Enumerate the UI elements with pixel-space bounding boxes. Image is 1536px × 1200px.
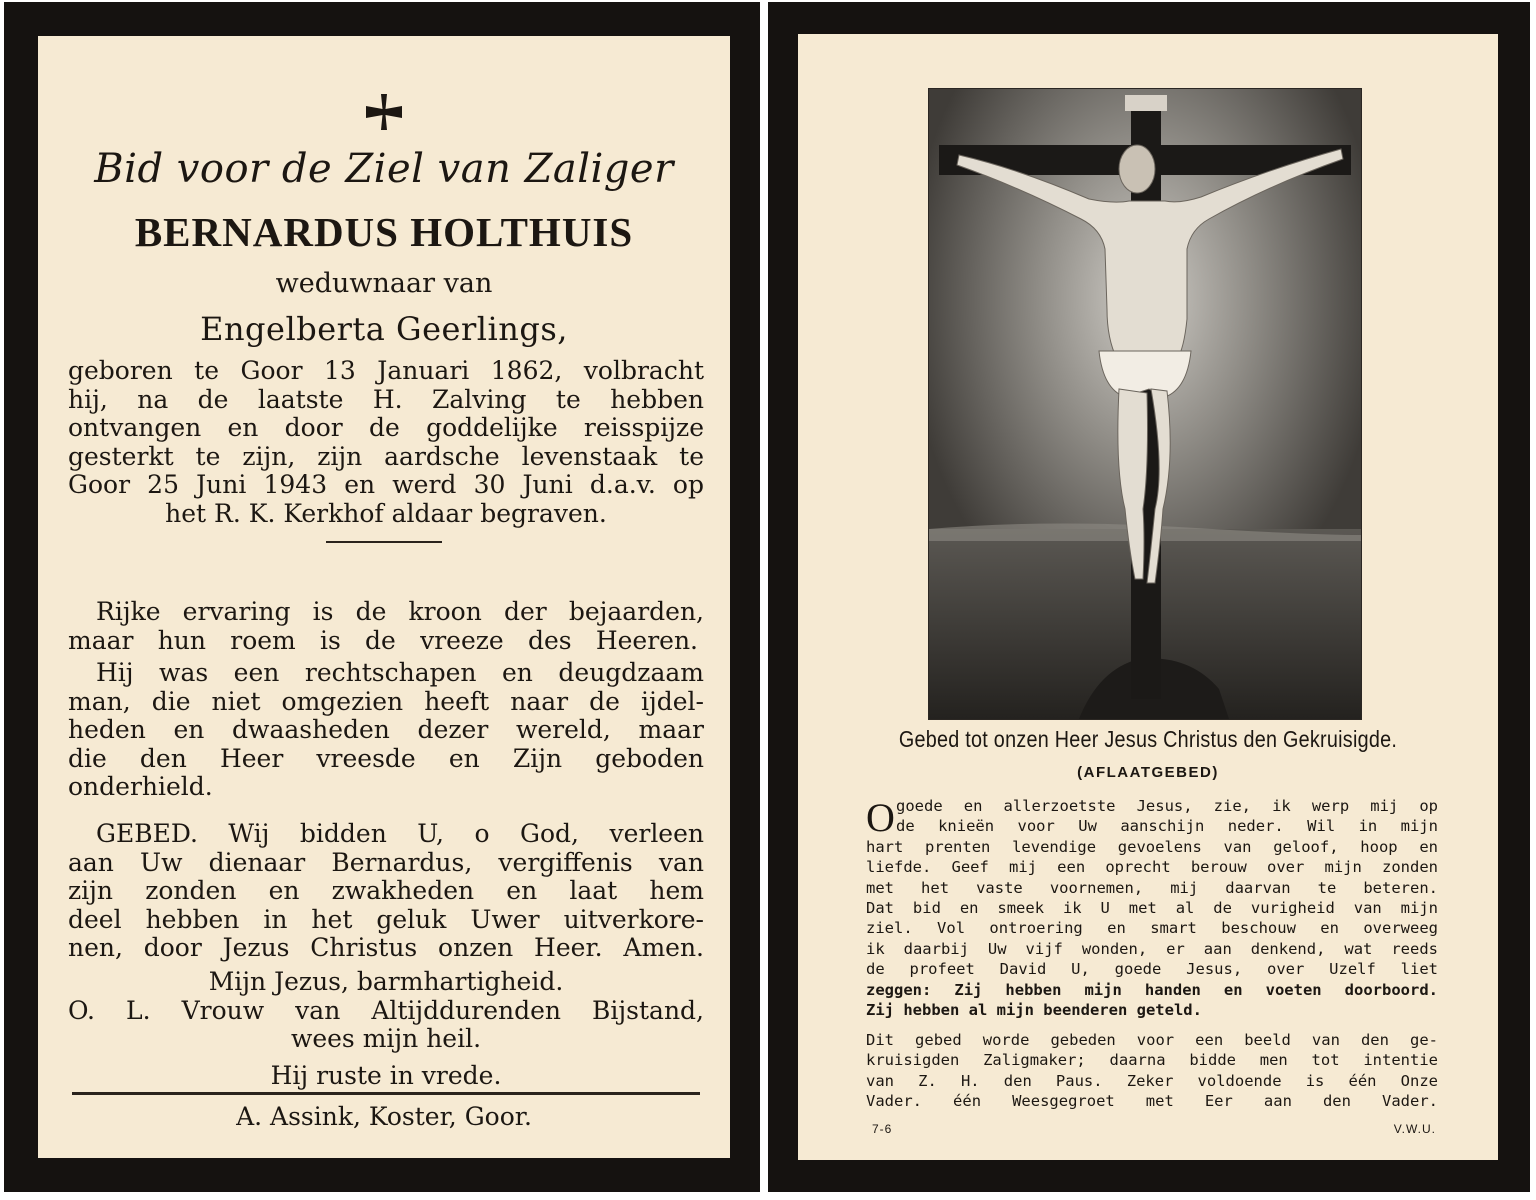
virtue-paragraph xyxy=(68,659,704,802)
widower-line: weduwnaar van xyxy=(275,268,493,299)
drop-cap: O xyxy=(866,795,895,840)
prayer-line: goede en allerzoetste Jesus, zie, ik werp mij op xyxy=(896,797,1438,815)
prayer-title: Gebed tot onzen Heer Jesus Christus den Gekruisigde. xyxy=(898,726,1398,752)
biography xyxy=(68,357,704,528)
prayer-line: met het vaste voornemen, mij daarvan te beteren. xyxy=(866,878,1438,897)
bio-line: het R. K. Kerkhof aldaar begraven. xyxy=(165,498,607,528)
prayer-line: Zij hebben al mijn beenderen geteld. xyxy=(866,1000,1202,1019)
virtue-line: Hij was een rechtschapen en deugdzaam xyxy=(96,658,704,687)
virtue-line: man, die niet omgezien heeft naar de ijdel- xyxy=(68,686,704,716)
bio-line: hij, na de laatste H. Zalving te hebben xyxy=(68,384,704,414)
verse-line: Rijke ervaring is de kroon der bejaarden, xyxy=(96,597,704,626)
virtue-line: die den Heer vreesde en Zijn geboden xyxy=(68,743,704,773)
prayer-paragraph xyxy=(68,820,704,963)
prayer-subtitle: (AFLAATGEBED) xyxy=(1077,764,1219,781)
note-line: van Z. H. den Paus. Zeker voldoende is één Onze xyxy=(866,1071,1438,1090)
heading: Bid voor de Ziel van Zaliger xyxy=(94,146,674,192)
prayer-line: liefde. Geef mij een oprecht berouw over mijn zonden xyxy=(866,858,1438,877)
printer-credit: A. Assink, Koster, Goor. xyxy=(236,1102,532,1131)
divider-short xyxy=(326,541,442,543)
publisher-mark: V.W.U. xyxy=(1393,1122,1436,1136)
closing-prayers xyxy=(68,968,704,1090)
memorial-card-front xyxy=(4,2,760,1192)
prayer-body xyxy=(866,796,1438,1020)
prayer-line: ik daarbij Uw vijf wonden, er aan denkend, wat reeds xyxy=(866,939,1438,958)
verse-line: maar hun roem is de vreeze des Heeren. xyxy=(68,625,698,655)
gebed-line: deel hebben in het geluk Uwer uitverkore- xyxy=(68,904,704,934)
prayer-line: de profeet David U, goede Jesus, over Uzelf liet xyxy=(866,960,1438,979)
note-line: Dit gebed worde gebeden voor een beeld van den ge- xyxy=(866,1031,1438,1049)
bio-line: geboren te Goor 13 Januari 1862, volbracht xyxy=(68,356,704,385)
indulgence-note xyxy=(866,1030,1438,1112)
virtue-line: onderhield. xyxy=(68,772,213,801)
crucifix-image xyxy=(928,88,1362,720)
note-line: Vader. één Weesgegroet met Eer aan den Vader. xyxy=(866,1092,1438,1111)
bio-line: gesterkt te zijn, zijn aardsche levenstaak te xyxy=(68,441,704,471)
prayer-line: ziel. Vol ontroering en smart beschouw en overweeg xyxy=(866,919,1438,938)
memorial-card-back xyxy=(768,2,1530,1192)
bio-line: Goor 25 Juni 1943 en werd 30 Juni d.a.v. op xyxy=(68,470,704,499)
titulus xyxy=(1125,95,1167,111)
gebed-line: nen, door Jezus Christus onzen Heer. Amen. xyxy=(68,933,704,962)
note-line: kruisigden Zaligmaker; daarna bidde men tot intentie xyxy=(866,1051,1438,1070)
print-code: 7-6 xyxy=(872,1122,893,1136)
prayer-line: hart prenten levendige gevoelens van geloof, hoop en xyxy=(866,837,1438,856)
bio-line: ontvangen en door de goddelijke reisspijze xyxy=(68,413,704,442)
prayer-line: de knieën voor Uw aanschijn neder. Wil in mijn xyxy=(896,817,1438,836)
deceased-name: BERNARDUS HOLTHUIS xyxy=(134,209,634,255)
prayer-line: wees mijn heil. xyxy=(290,1024,482,1053)
divider-long xyxy=(72,1092,700,1095)
prayer-line: Mijn Jezus, barmhartigheid. xyxy=(208,967,564,996)
gebed-line: aan Uw dienaar Bernardus, vergiffenis van xyxy=(68,847,704,877)
virtue-line: heden en dwaasheden dezer wereld, maar xyxy=(68,715,704,744)
spouse-name: Engelberta Geerlings, xyxy=(200,310,568,348)
card-front-paper xyxy=(38,36,730,1158)
prayer-line: O. L. Vrouw van Altijddurenden Bijstand, xyxy=(68,995,704,1025)
card-back-paper xyxy=(798,34,1498,1160)
verse xyxy=(68,598,704,655)
gebed-line: zijn zonden en zwakheden en laat hem xyxy=(68,876,704,905)
prayer-line: Dat bid en smeek ik U met al de vurigheid van mijn xyxy=(866,898,1438,917)
prayer-line: zeggen: Zij hebben mijn handen en voeten doorboord. xyxy=(866,980,1438,999)
prayer-line: Hij ruste in vrede. xyxy=(270,1060,502,1090)
cross-icon xyxy=(364,92,404,132)
gebed-line: GEBED. Wij bidden U, o God, verleen xyxy=(96,819,704,848)
